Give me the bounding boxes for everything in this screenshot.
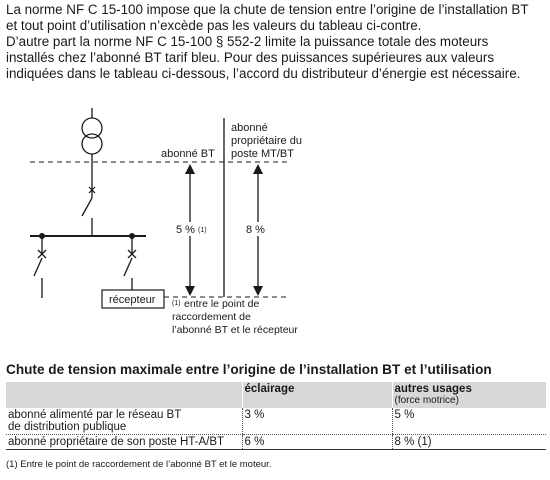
intro-line: La norme NF C 15-100 impose que la chute de tension entre l’origine de l’installation BT	[6, 2, 529, 17]
intro-line: installés chez l’abonné BT tarif bleu. Pour des puissances supérieures aux valeurs	[6, 50, 495, 65]
main-switch-symbol	[82, 190, 92, 236]
cell-eclairage: 6 %	[242, 435, 392, 450]
note-line: raccordement de	[172, 311, 251, 323]
table-header-empty	[6, 382, 242, 408]
pct-5-note-marker: (1)	[198, 227, 207, 234]
pct-8-label: 8 %	[246, 224, 265, 236]
pct-5-label: 5 %	[176, 224, 195, 236]
table-header-row	[6, 382, 546, 408]
proprietaire-label-line: propriétaire du	[231, 135, 302, 147]
table-row	[6, 435, 546, 450]
transformer-symbol	[82, 108, 102, 190]
proprietaire-label-line: abonné	[231, 122, 268, 134]
table-row	[6, 408, 546, 435]
header-eclairage	[242, 382, 392, 408]
cell-eclairage: 3 %	[242, 408, 392, 435]
row-label-line: abonné alimenté par le réseau BT	[8, 409, 182, 421]
cell-autres: 8 % (1)	[392, 435, 546, 450]
header-autres-usages	[392, 382, 546, 408]
row-label-line: de distribution publique	[8, 421, 127, 433]
table-title: Chute de tension maximale entre l’origine de l’installation BT et l’utilisation	[6, 362, 492, 377]
note-marker: (1)	[172, 300, 181, 307]
row-label: abonné propriétaire de son poste HT-A/BT	[6, 435, 242, 450]
note-line: entre le point de	[184, 298, 260, 310]
cell-autres: 5 %	[392, 408, 546, 435]
right-feeder-symbol	[124, 236, 136, 290]
intro-line: indiquées dans le tableau ci-dessous, l’accord du distributeur d’énergie est nécessaire.	[6, 66, 521, 81]
abonne-bt-label: abonné BT	[161, 148, 215, 160]
proprietaire-label-line: poste MT/BT	[231, 148, 294, 160]
recepteur-label: récepteur	[109, 294, 156, 306]
intro-line: et tout point d’utilisation n’excède pas les valeurs du tableau ci-contre.	[6, 18, 422, 33]
row-label	[6, 408, 242, 435]
footnote: (1) Entre le point de raccordement de l’abonné BT et le moteur.	[6, 459, 272, 470]
intro-line: D’autre part la norme NF C 15-100 § 552-2 limite la puissance totale des moteurs	[6, 34, 489, 49]
note-line: l’abonné BT et le récepteur	[172, 324, 298, 336]
header-autres-label: autres usages	[394, 383, 472, 395]
voltage-drop-table	[6, 382, 546, 450]
left-feeder-symbol	[34, 236, 46, 298]
header-eclairage-label: éclairage	[244, 383, 295, 395]
header-autres-sub: (force motrice)	[394, 395, 459, 406]
